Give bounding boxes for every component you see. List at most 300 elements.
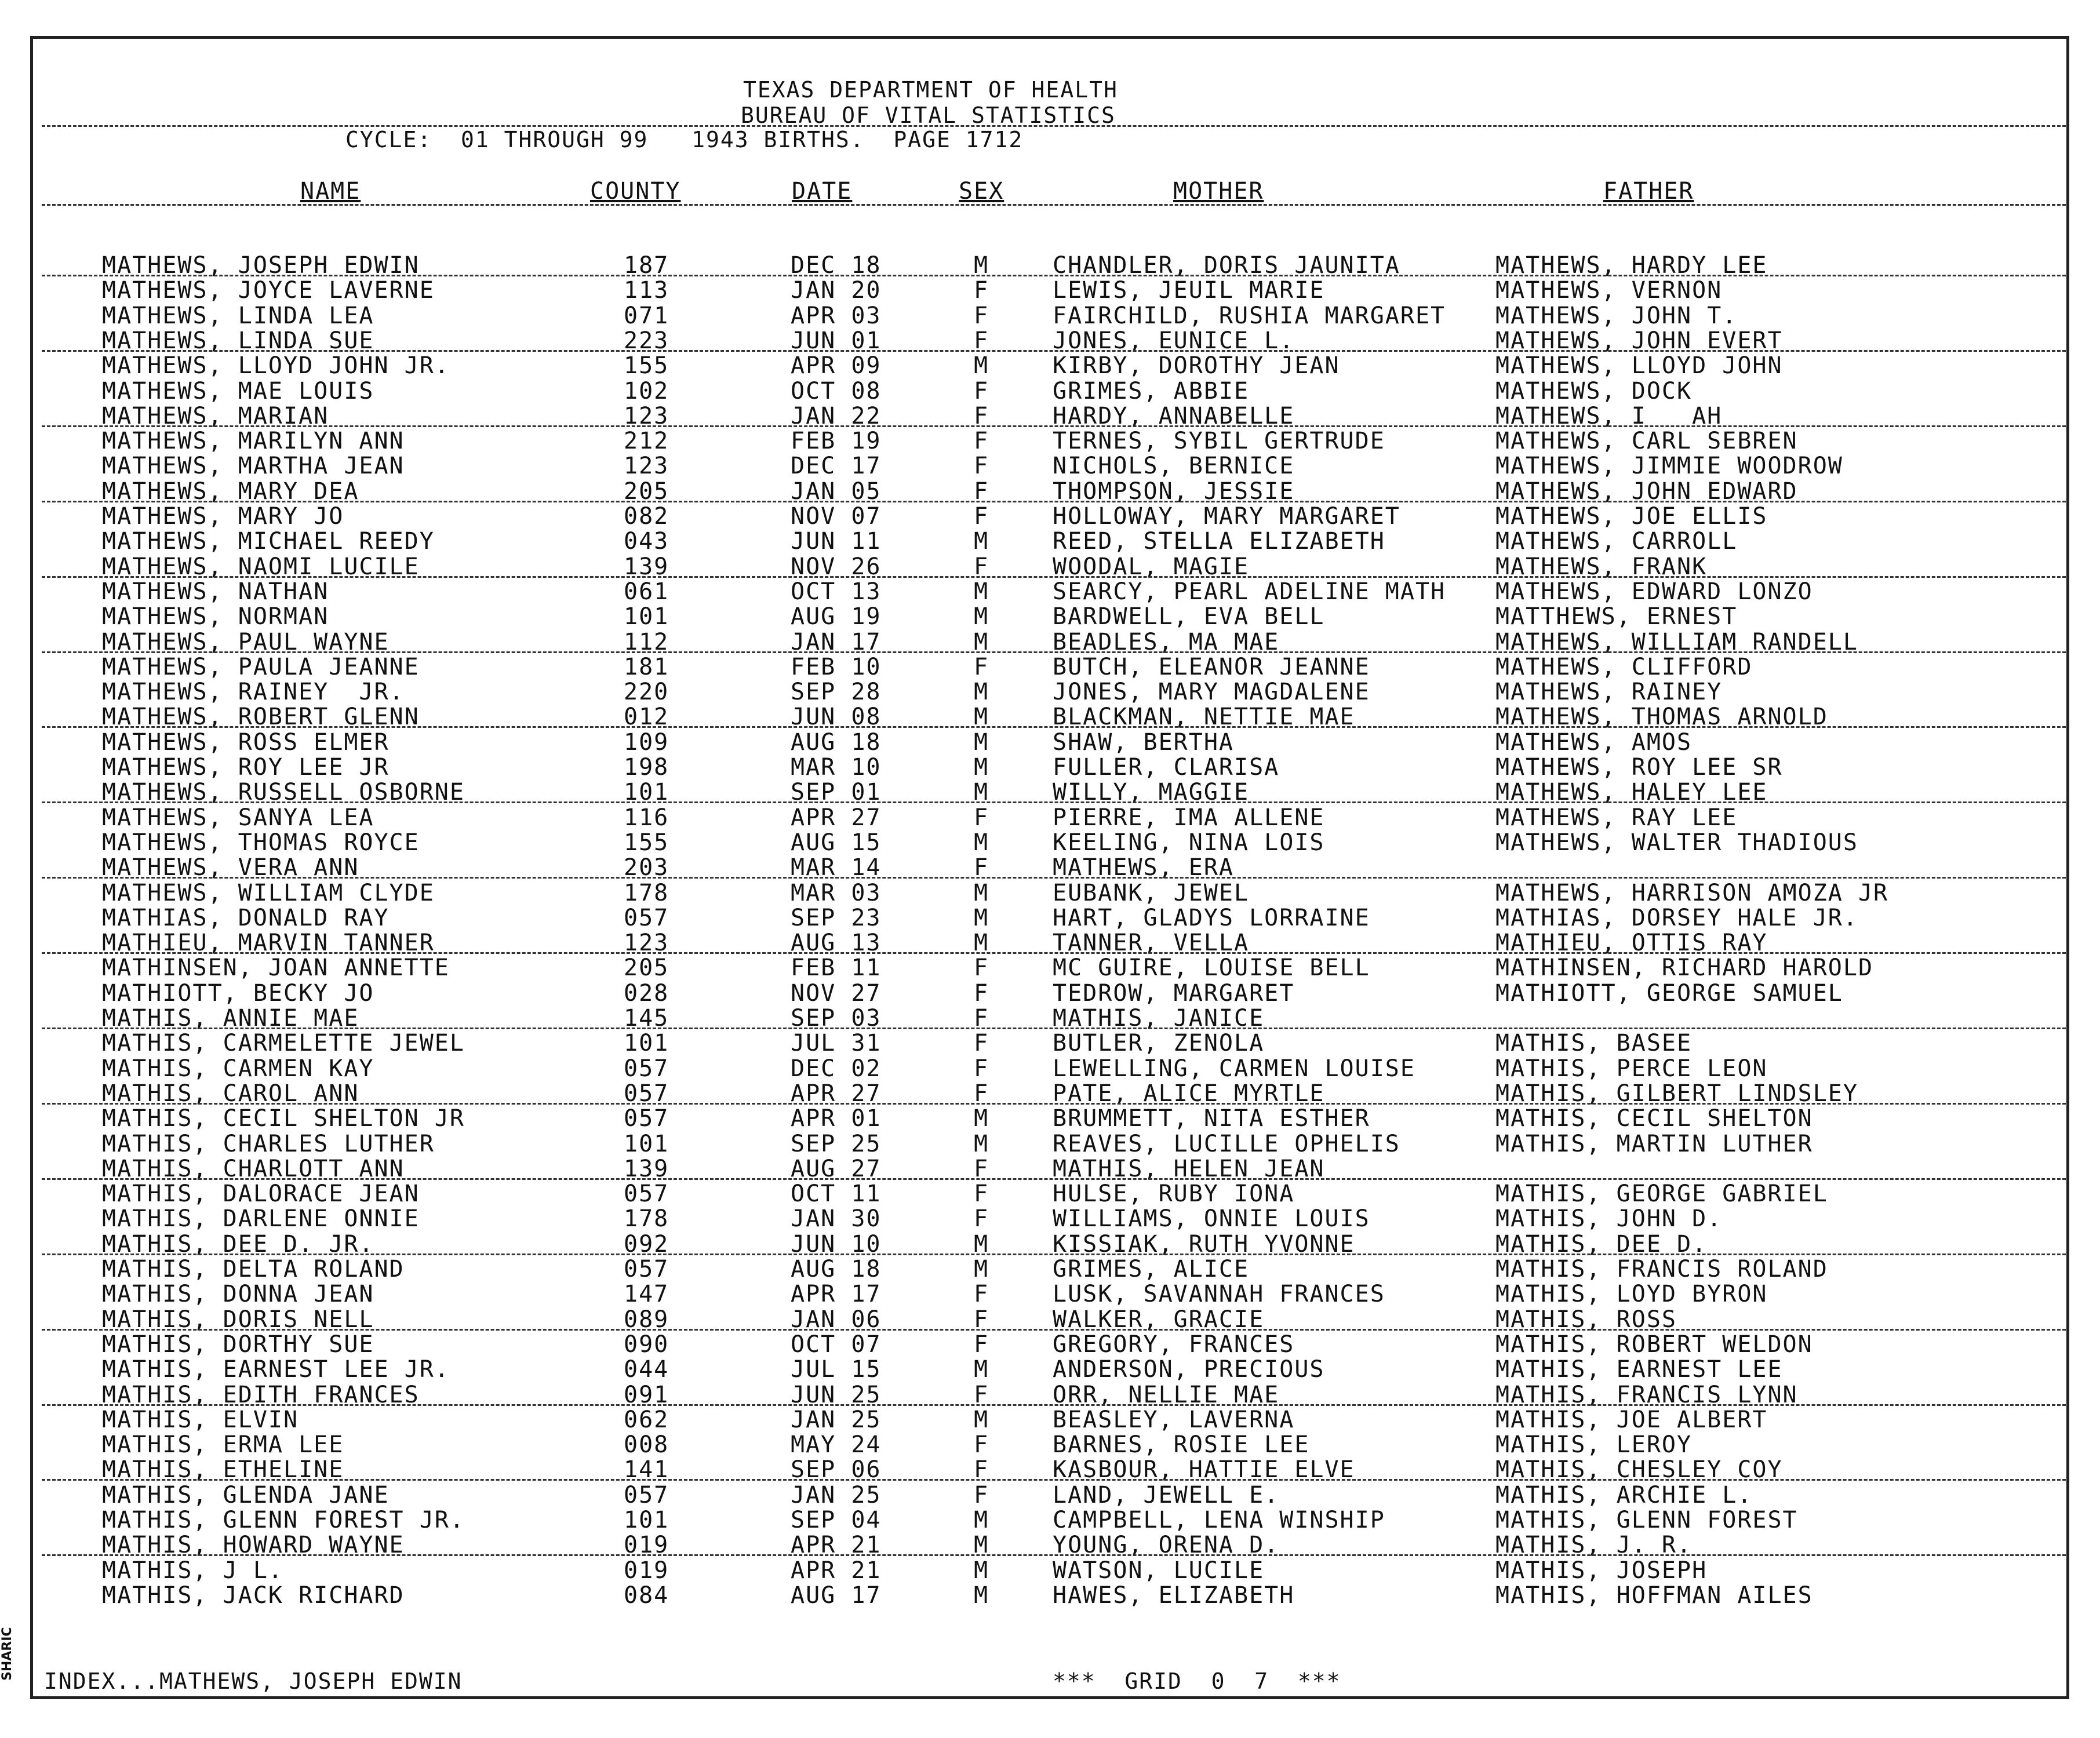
col-header-father: FATHER	[1603, 178, 1694, 205]
header-rule-2	[42, 204, 2066, 206]
cell-name: MATHEWS, RUSSELL OSBORNE	[102, 779, 465, 806]
cell-mother: KEELING, NINA LOIS	[1053, 829, 1325, 856]
cell-sex: M	[974, 729, 989, 756]
cell-sex: F	[974, 1306, 989, 1333]
cell-sex: M	[974, 704, 989, 730]
cell-mother: MATHEWS, ERA	[1053, 854, 1234, 881]
cell-sex: F	[974, 553, 989, 580]
grid-marker: *** GRID 0 7 ***	[1053, 1668, 1341, 1694]
cell-sex: M	[974, 779, 989, 806]
cell-county: 090	[624, 1331, 669, 1358]
cell-county: 212	[624, 428, 669, 454]
cell-name: MATHIS, CECIL SHELTON JR	[102, 1105, 465, 1132]
cell-sex: M	[974, 930, 989, 956]
cell-name: MATHEWS, PAUL WAYNE	[102, 629, 390, 655]
row-group-rule	[42, 726, 2066, 728]
index-line: INDEX...MATHEWS, JOSEPH EDWIN	[44, 1668, 463, 1694]
row-group-rule	[42, 1254, 2066, 1255]
cell-mother: ANDERSON, PRECIOUS	[1053, 1356, 1325, 1383]
cell-date: JAN 25	[791, 1482, 882, 1509]
cell-mother: GRIMES, ABBIE	[1053, 378, 1250, 405]
cell-date: APR 27	[791, 1080, 882, 1107]
cell-date: DEC 17	[791, 453, 882, 479]
cell-county: 084	[624, 1582, 669, 1609]
cell-county: 057	[624, 1180, 669, 1207]
cell-name: MATHEWS, LINDA SUE	[102, 327, 374, 354]
agency-title: TEXAS DEPARTMENT OF HEALTH	[743, 77, 1118, 103]
cell-sex: F	[974, 403, 989, 429]
cell-mother: HART, GLADYS LORRAINE	[1053, 905, 1370, 931]
cell-name: MATHEWS, MARILYN ANN	[102, 428, 405, 454]
cell-mother: FULLER, CLARISA	[1053, 754, 1280, 781]
cell-date: JUL 15	[791, 1356, 882, 1383]
cell-mother: BEASLEY, LAVERNA	[1053, 1407, 1295, 1433]
cell-county: 155	[624, 829, 669, 856]
cell-name: MATHEWS, MARTHA JEAN	[102, 453, 405, 479]
cell-name: MATHEWS, THOMAS ROYCE	[102, 829, 420, 856]
cell-mother: WILLIAMS, ONNIE LOUIS	[1053, 1205, 1370, 1232]
cell-name: MATHIS, J L.	[102, 1557, 283, 1584]
cell-mother: BRUMMETT, NITA ESTHER	[1053, 1105, 1370, 1132]
cell-father: MATHEWS, ROY LEE SR	[1495, 754, 1783, 781]
cell-mother: THOMPSON, JESSIE	[1053, 478, 1295, 505]
cell-father: MATHIAS, DORSEY HALE JR.	[1495, 905, 1858, 931]
cell-date: FEB 19	[791, 428, 882, 454]
cell-county: 028	[624, 980, 669, 1007]
cell-name: MATHIS, DALORACE JEAN	[102, 1180, 420, 1207]
cell-date: JUN 11	[791, 528, 882, 555]
cell-county: 061	[624, 578, 669, 605]
cell-father: MATHEWS, EDWARD LONZO	[1495, 578, 1813, 605]
cell-date: AUG 27	[791, 1156, 882, 1182]
cell-name: MATHEWS, NATHAN	[102, 578, 329, 605]
cell-date: NOV 07	[791, 503, 882, 530]
cell-county: 178	[624, 880, 669, 906]
cell-county: 044	[624, 1356, 669, 1383]
cell-county: 019	[624, 1532, 669, 1558]
side-label: SHARIC	[0, 1627, 14, 1681]
row-group-rule	[42, 350, 2066, 352]
cell-name: MATHEWS, MARIAN	[102, 403, 329, 429]
cell-county: 091	[624, 1382, 669, 1408]
cell-name: MATHEWS, WILLIAM CLYDE	[102, 880, 435, 906]
cell-mother: MATHIS, HELEN JEAN	[1053, 1156, 1325, 1182]
cell-county: 220	[624, 679, 669, 705]
cell-name: MATHIS, DONNA JEAN	[102, 1281, 374, 1307]
cell-county: 057	[624, 1080, 669, 1107]
cell-father: MATHEWS, JOHN T.	[1495, 303, 1738, 329]
cell-father: MATHIS, JOSEPH	[1495, 1557, 1708, 1584]
cell-date: APR 03	[791, 303, 882, 329]
cell-mother: MATHIS, JANICE	[1053, 1005, 1265, 1032]
cell-father: MATHEWS, HARRISON AMOZA JR	[1495, 880, 1889, 906]
cell-mother: BARNES, ROSIE LEE	[1053, 1431, 1310, 1458]
cell-date: DEC 02	[791, 1055, 882, 1082]
cell-date: JAN 20	[791, 277, 882, 304]
cell-sex: M	[974, 754, 989, 781]
col-header-name: NAME	[300, 178, 361, 205]
cell-sex: F	[974, 1055, 989, 1082]
cell-father: MATHIS, GILBERT LINDSLEY	[1495, 1080, 1858, 1107]
cell-county: 147	[624, 1281, 669, 1307]
row-group-rule	[42, 275, 2066, 276]
col-header-mother: MOTHER	[1173, 178, 1264, 205]
cell-name: MATHINSEN, JOAN ANNETTE	[102, 954, 450, 981]
cell-father: MATHIS, MARTIN LUTHER	[1495, 1131, 1813, 1157]
cell-date: JAN 22	[791, 403, 882, 429]
cell-county: 057	[624, 1482, 669, 1509]
row-group-rule	[42, 952, 2066, 954]
cell-father: MATHIEU, OTTIS RAY	[1495, 930, 1768, 956]
cell-mother: BLACKMAN, NETTIE MAE	[1053, 704, 1355, 730]
cell-name: MATHEWS, LINDA LEA	[102, 303, 374, 329]
row-group-rule	[42, 1554, 2066, 1556]
cell-sex: F	[974, 378, 989, 405]
cell-mother: CAMPBELL, LENA WINSHIP	[1053, 1507, 1385, 1533]
cell-county: 205	[624, 478, 669, 505]
cell-date: SEP 25	[791, 1131, 882, 1157]
cell-father: MATHEWS, JOHN EVERT	[1495, 327, 1783, 354]
cell-name: MATHEWS, SANYA LEA	[102, 804, 374, 831]
row-group-rule	[42, 1178, 2066, 1180]
cell-date: APR 17	[791, 1281, 882, 1307]
cell-mother: KIRBY, DOROTHY JEAN	[1053, 352, 1340, 379]
cell-date: APR 21	[791, 1557, 882, 1584]
cell-date: AUG 19	[791, 603, 882, 630]
cell-date: FEB 10	[791, 654, 882, 680]
cell-county: 101	[624, 603, 669, 630]
cell-county: 116	[624, 804, 669, 831]
cell-father: MATHEWS, DOCK	[1495, 378, 1693, 405]
cell-mother: PATE, ALICE MYRTLE	[1053, 1080, 1325, 1107]
cell-sex: M	[974, 1557, 989, 1584]
cell-father: MATHIS, JOE ALBERT	[1495, 1407, 1768, 1433]
cell-name: MATHIS, HOWARD WAYNE	[102, 1532, 405, 1558]
cell-name: MATHEWS, ROBERT GLENN	[102, 704, 420, 730]
cell-mother: JONES, MARY MAGDALENE	[1053, 679, 1370, 705]
cell-mother: REED, STELLA ELIZABETH	[1053, 528, 1385, 555]
cell-mother: SHAW, BERTHA	[1053, 729, 1234, 756]
cell-date: APR 27	[791, 804, 882, 831]
cell-county: 139	[624, 1156, 669, 1182]
cell-mother: HARDY, ANNABELLE	[1053, 403, 1295, 429]
cell-name: MATHIS, DORTHY SUE	[102, 1331, 374, 1358]
row-group-rule	[42, 651, 2066, 653]
cell-name: MATHIS, EARNEST LEE JR.	[102, 1356, 450, 1383]
cell-sex: F	[974, 327, 989, 354]
row-group-rule	[42, 425, 2066, 427]
cell-name: MATHEWS, NORMAN	[102, 603, 329, 630]
cell-date: FEB 11	[791, 954, 882, 981]
cell-county: 057	[624, 905, 669, 931]
cell-father: MATTHEWS, ERNEST	[1495, 603, 1738, 630]
cell-father: MATHIS, ROSS	[1495, 1306, 1677, 1333]
cell-father: MATHEWS, JOHN EDWARD	[1495, 478, 1798, 505]
cell-county: 123	[624, 403, 669, 429]
cell-father: MATHEWS, CLIFFORD	[1495, 654, 1753, 680]
cell-name: MATHIS, DELTA ROLAND	[102, 1256, 405, 1282]
col-header-date: DATE	[792, 178, 853, 205]
cell-sex: M	[974, 1131, 989, 1157]
cell-father: MATHIS, DEE D.	[1495, 1231, 1708, 1258]
cell-date: APR 21	[791, 1532, 882, 1558]
cell-father: MATHEWS, JOE ELLIS	[1495, 503, 1768, 530]
cell-name: MATHIS, ANNIE MAE	[102, 1005, 359, 1032]
cell-sex: M	[974, 252, 989, 279]
cell-father: MATHIS, EARNEST LEE	[1495, 1356, 1783, 1383]
cell-date: SEP 06	[791, 1456, 882, 1483]
cell-mother: GRIMES, ALICE	[1053, 1256, 1250, 1282]
cell-sex: M	[974, 352, 989, 379]
cell-county: 112	[624, 629, 669, 655]
cell-name: MATHIS, GLENDA JANE	[102, 1482, 390, 1509]
cell-mother: WOODAL, MAGIE	[1053, 553, 1250, 580]
cell-sex: M	[974, 829, 989, 856]
cell-date: SEP 01	[791, 779, 882, 806]
cell-name: MATHEWS, NAOMI LUCILE	[102, 553, 420, 580]
cell-county: 057	[624, 1105, 669, 1132]
cell-mother: TANNER, VELLA	[1053, 930, 1250, 956]
cell-father: MATHIS, FRANCIS ROLAND	[1495, 1256, 1828, 1282]
cell-mother: WILLY, MAGGIE	[1053, 779, 1250, 806]
cell-date: JUN 10	[791, 1231, 882, 1258]
cell-father: MATHIS, LEROY	[1495, 1431, 1693, 1458]
cell-father: MATHIS, HOFFMAN AILES	[1495, 1582, 1813, 1609]
cell-sex: F	[974, 854, 989, 881]
cell-father: MATHEWS, HALEY LEE	[1495, 779, 1768, 806]
cell-mother: PIERRE, IMA ALLENE	[1053, 804, 1325, 831]
cell-mother: ORR, NELLIE MAE	[1053, 1382, 1280, 1408]
cell-sex: M	[974, 1507, 989, 1533]
cell-sex: F	[974, 1456, 989, 1483]
cell-mother: REAVES, LUCILLE OPHELIS	[1053, 1131, 1400, 1157]
cell-sex: M	[974, 880, 989, 906]
cell-county: 012	[624, 704, 669, 730]
cell-father: MATHEWS, LLOYD JOHN	[1495, 352, 1783, 379]
cell-sex: M	[974, 1356, 989, 1383]
row-group-rule	[42, 576, 2066, 578]
cell-name: MATHIS, EDITH FRANCES	[102, 1382, 420, 1408]
cell-date: OCT 07	[791, 1331, 882, 1358]
cell-father: MATHIS, GLENN FOREST	[1495, 1507, 1798, 1533]
cell-name: MATHEWS, MARY DEA	[102, 478, 359, 505]
cell-father: MATHINSEN, RICHARD HAROLD	[1495, 954, 1874, 981]
cell-date: JAN 06	[791, 1306, 882, 1333]
cell-sex: F	[974, 1382, 989, 1408]
cell-county: 139	[624, 553, 669, 580]
cell-sex: F	[974, 1156, 989, 1182]
cell-county: 187	[624, 252, 669, 279]
cell-father: MATHEWS, CARL SEBREN	[1495, 428, 1798, 454]
row-group-rule	[42, 801, 2066, 803]
cell-mother: MC GUIRE, LOUISE BELL	[1053, 954, 1370, 981]
cell-date: JAN 05	[791, 478, 882, 505]
cell-father: MATHIS, ROBERT WELDON	[1495, 1331, 1813, 1358]
cell-sex: F	[974, 1180, 989, 1207]
cell-mother: TERNES, SYBIL GERTRUDE	[1053, 428, 1385, 454]
cell-mother: BUTCH, ELEANOR JEANNE	[1053, 654, 1370, 680]
cell-date: OCT 13	[791, 578, 882, 605]
cell-county: 178	[624, 1205, 669, 1232]
cell-county: 198	[624, 754, 669, 781]
cell-mother: EUBANK, JEWEL	[1053, 880, 1250, 906]
cell-father: MATHEWS, WILLIAM RANDELL	[1495, 629, 1858, 655]
cell-date: JAN 30	[791, 1205, 882, 1232]
cell-date: JAN 17	[791, 629, 882, 655]
cell-sex: F	[974, 503, 989, 530]
cell-county: 101	[624, 1131, 669, 1157]
cell-name: MATHIS, JACK RICHARD	[102, 1582, 405, 1609]
cell-name: MATHIS, CHARLOTT ANN	[102, 1156, 405, 1182]
cell-date: AUG 15	[791, 829, 882, 856]
cell-date: JUN 01	[791, 327, 882, 354]
cell-father: MATHIS, FRANCIS LYNN	[1495, 1382, 1798, 1408]
cell-date: OCT 11	[791, 1180, 882, 1207]
cell-county: 101	[624, 1507, 669, 1533]
cell-date: JUN 08	[791, 704, 882, 730]
cell-mother: BEADLES, MA MAE	[1053, 629, 1280, 655]
cell-father: MATHEWS, THOMAS ARNOLD	[1495, 704, 1828, 730]
cell-sex: F	[974, 453, 989, 479]
cell-mother: LAND, JEWELL E.	[1053, 1482, 1280, 1509]
cell-father: MATHIS, JOHN D.	[1495, 1205, 1723, 1232]
cell-county: 071	[624, 303, 669, 329]
cell-county: 141	[624, 1456, 669, 1483]
cell-date: MAR 10	[791, 754, 882, 781]
cell-date: SEP 23	[791, 905, 882, 931]
cell-father: MATHEWS, RAY LEE	[1495, 804, 1738, 831]
cell-name: MATHEWS, ROY LEE JR	[102, 754, 390, 781]
cell-father: MATHEWS, AMOS	[1495, 729, 1693, 756]
cell-name: MATHIS, ELVIN	[102, 1407, 299, 1433]
cell-name: MATHEWS, RAINEY JR.	[102, 679, 405, 705]
cell-father: MATHEWS, RAINEY	[1495, 679, 1723, 705]
cell-sex: M	[974, 1532, 989, 1558]
cell-county: 101	[624, 779, 669, 806]
cell-father: MATHIS, PERCE LEON	[1495, 1055, 1768, 1082]
cell-mother: HOLLOWAY, MARY MARGARET	[1053, 503, 1400, 530]
cell-father: MATHEWS, WALTER THADIOUS	[1495, 829, 1858, 856]
cell-name: MATHEWS, PAULA JEANNE	[102, 654, 420, 680]
cell-father: MATHIOTT, GEORGE SAMUEL	[1495, 980, 1843, 1007]
cell-county: 062	[624, 1407, 669, 1433]
cell-county: 057	[624, 1055, 669, 1082]
cell-date: OCT 08	[791, 378, 882, 405]
cell-sex: M	[974, 1407, 989, 1433]
cell-county: 057	[624, 1256, 669, 1282]
cell-sex: M	[974, 679, 989, 705]
cell-sex: M	[974, 1231, 989, 1258]
cell-sex: F	[974, 1080, 989, 1107]
cell-date: NOV 26	[791, 553, 882, 580]
cycle-line: CYCLE: 01 THROUGH 99 1943 BIRTHS. PAGE 1712	[345, 127, 1024, 152]
cell-county: 102	[624, 378, 669, 405]
cell-date: NOV 27	[791, 980, 882, 1007]
cell-sex: F	[974, 1331, 989, 1358]
cell-name: MATHEWS, VERA ANN	[102, 854, 359, 881]
cell-mother: LEWELLING, CARMEN LOUISE	[1053, 1055, 1415, 1082]
cell-county: 205	[624, 954, 669, 981]
cell-mother: KASBOUR, HATTIE ELVE	[1053, 1456, 1355, 1483]
cell-sex: M	[974, 905, 989, 931]
row-group-rule	[42, 501, 2066, 502]
cell-name: MATHEWS, MARY JO	[102, 503, 344, 530]
cell-sex: F	[974, 1281, 989, 1307]
cell-father: MATHIS, LOYD BYRON	[1495, 1281, 1768, 1307]
cell-county: 101	[624, 1030, 669, 1056]
cell-name: MATHEWS, ROSS ELMER	[102, 729, 390, 756]
cell-name: MATHIS, ERMA LEE	[102, 1431, 344, 1458]
cell-county: 109	[624, 729, 669, 756]
cell-county: 082	[624, 503, 669, 530]
cell-sex: M	[974, 578, 989, 605]
cell-mother: LUSK, SAVANNAH FRANCES	[1053, 1281, 1385, 1307]
cell-date: JUL 31	[791, 1030, 882, 1056]
cell-date: APR 09	[791, 352, 882, 379]
cell-county: 203	[624, 854, 669, 881]
cell-sex: F	[974, 1005, 989, 1032]
row-group-rule	[42, 1404, 2066, 1406]
cell-father: MATHEWS, CARROLL	[1495, 528, 1738, 555]
row-group-rule	[42, 1103, 2066, 1105]
cell-mother: HAWES, ELIZABETH	[1053, 1582, 1295, 1609]
cell-sex: M	[974, 1105, 989, 1132]
cell-sex: F	[974, 1030, 989, 1056]
cell-mother: HULSE, RUBY IONA	[1053, 1180, 1295, 1207]
cell-date: SEP 04	[791, 1507, 882, 1533]
cell-sex: F	[974, 478, 989, 505]
cell-county: 043	[624, 528, 669, 555]
cell-name: MATHIS, DEE D. JR.	[102, 1231, 374, 1258]
cell-name: MATHEWS, JOYCE LAVERNE	[102, 277, 435, 304]
cell-sex: F	[974, 804, 989, 831]
cell-sex: F	[974, 277, 989, 304]
cell-name: MATHIS, CARMEN KAY	[102, 1055, 374, 1082]
cell-county: 089	[624, 1306, 669, 1333]
cell-mother: LEWIS, JEUIL MARIE	[1053, 277, 1325, 304]
cell-county: 092	[624, 1231, 669, 1258]
row-group-rule	[42, 1329, 2066, 1331]
cell-mother: WALKER, GRACIE	[1053, 1306, 1265, 1333]
cell-sex: F	[974, 1431, 989, 1458]
cell-father: MATHEWS, I AH	[1495, 403, 1723, 429]
cell-name: MATHIS, CHARLES LUTHER	[102, 1131, 435, 1157]
cell-county: 008	[624, 1431, 669, 1458]
cell-mother: WATSON, LUCILE	[1053, 1557, 1265, 1584]
cell-sex: F	[974, 1482, 989, 1509]
cell-county: 223	[624, 327, 669, 354]
cell-sex: F	[974, 1205, 989, 1232]
cell-date: AUG 18	[791, 1256, 882, 1282]
bureau-title: BUREAU OF VITAL STATISTICS	[741, 103, 1116, 128]
cell-sex: M	[974, 603, 989, 630]
cell-name: MATHIS, ETHELINE	[102, 1456, 344, 1483]
cell-sex: F	[974, 954, 989, 981]
cell-sex: M	[974, 1256, 989, 1282]
cell-name: MATHIS, CAROL ANN	[102, 1080, 359, 1107]
cell-father: MATHIS, CHESLEY COY	[1495, 1456, 1783, 1483]
cell-father: MATHIS, GEORGE GABRIEL	[1495, 1180, 1828, 1207]
cell-date: AUG 13	[791, 930, 882, 956]
cell-date: JUN 25	[791, 1382, 882, 1408]
cell-mother: YOUNG, ORENA D.	[1053, 1532, 1280, 1558]
cell-county: 145	[624, 1005, 669, 1032]
cell-sex: M	[974, 629, 989, 655]
cell-mother: SEARCY, PEARL ADELINE MATH	[1053, 578, 1446, 605]
cell-mother: CHANDLER, DORIS JAUNITA	[1053, 252, 1400, 279]
cell-county: 123	[624, 453, 669, 479]
cell-mother: JONES, EUNICE L.	[1053, 327, 1295, 354]
